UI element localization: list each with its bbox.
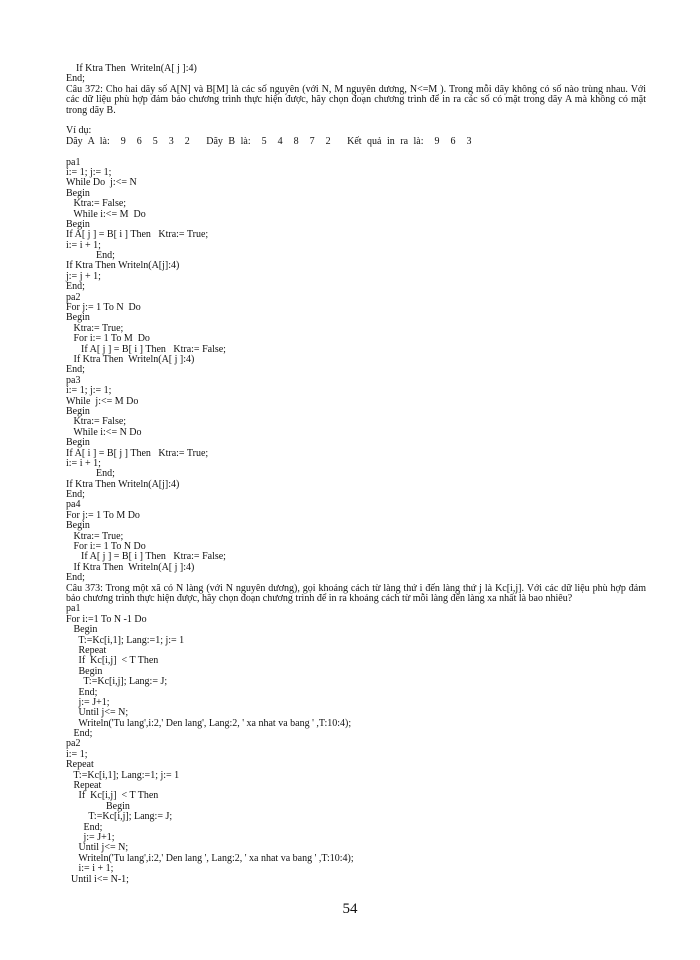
code-line: pa3 bbox=[66, 374, 81, 386]
code-block-372 bbox=[66, 158, 646, 584]
code-line: i:= 1; bbox=[66, 748, 88, 760]
code-line: Until j<= N; bbox=[66, 842, 129, 854]
code-line: Begin bbox=[66, 312, 90, 324]
code-line: pa4 bbox=[66, 499, 81, 511]
code-line: pa2 bbox=[66, 738, 81, 750]
code-line: j:= J+1; bbox=[66, 696, 110, 708]
question-label: Câu 373: bbox=[66, 582, 103, 594]
code-line: T:=Kc[i,j]; Lang:= J; bbox=[66, 676, 168, 688]
code-line: Repeat bbox=[66, 644, 107, 656]
code-line: Until i<= N-1; bbox=[66, 873, 129, 885]
code-line: Begin bbox=[66, 665, 103, 677]
code-line: End; bbox=[66, 572, 85, 584]
code-line: If A[ j ] = B[ i ] Then Ktra:= True; bbox=[66, 229, 209, 241]
code-line: For j:= 1 To N Do bbox=[66, 302, 141, 314]
code-line: While i:<= M Do bbox=[66, 208, 146, 220]
page-number: 54 bbox=[342, 901, 358, 917]
code-line: i:= i + 1; bbox=[66, 239, 101, 251]
question-text: Trong một xã có N làng (với N nguyên dương), gọi khoảng cách từ làng thứ i đến làng thứ j là Kc[i,j]. Với các dữ liệu phù hợp đảm bảo chương trình thực hiện được, hãy chọn đoạn chương trình để in ra khoảng cách từ mỗi làng đến làng xa nhất là bao nhiêu? bbox=[66, 582, 647, 604]
code-line: For i:= 1 To M Do bbox=[66, 333, 150, 345]
code-line: If Ktra Then Writeln(A[j]:4) bbox=[66, 260, 180, 272]
code-line: pa1 bbox=[66, 156, 81, 168]
code-line: j:= j + 1; bbox=[66, 270, 101, 282]
code-line: End; bbox=[66, 281, 85, 293]
code-line: Writeln('Tu lang',i:2,' Den lang', Lang:2, ' xa nhat va bang ' ,T:10:4); bbox=[66, 717, 352, 729]
code-line: Ktra:= False; bbox=[66, 416, 127, 428]
code-line: i:= 1; j:= 1; bbox=[66, 385, 112, 397]
code-line: Begin bbox=[66, 405, 90, 417]
code-line: Begin bbox=[66, 218, 90, 230]
code-line: i:= i + 1; bbox=[66, 863, 114, 875]
code-line: Repeat bbox=[66, 759, 94, 771]
question-label: Câu 372: bbox=[66, 83, 103, 95]
code-line: T:=Kc[i,1]; Lang:=1; j:= 1 bbox=[66, 769, 180, 781]
code-line: Ktra:= False; bbox=[66, 198, 127, 210]
code-line: For j:= 1 To M Do bbox=[66, 509, 140, 521]
code-line: For i:=1 To N -1 Do bbox=[66, 613, 147, 625]
code-line: While Do j:<= N bbox=[66, 177, 137, 189]
code-line: Begin bbox=[66, 520, 90, 532]
code-line: If Kc[i,j] < T Then bbox=[66, 655, 159, 667]
code-line: While j:<= M Do bbox=[66, 395, 139, 407]
code-block-373 bbox=[66, 604, 646, 885]
code-line: j:= J+1; bbox=[66, 831, 115, 843]
code-line: If Ktra Then Writeln(A[ j ]:4) bbox=[66, 561, 195, 573]
code-line: End; bbox=[66, 364, 85, 376]
code-line: Repeat bbox=[66, 780, 102, 792]
code-line: End; bbox=[66, 728, 93, 740]
code-line: Writeln('Tu lang',i:2,' Den lang ', Lang:2, ' xa nhat va bang ' ,T:10:4); bbox=[66, 852, 354, 864]
code-line: pa2 bbox=[66, 291, 81, 303]
question-373 bbox=[66, 584, 646, 605]
code-line: i:= 1; j:= 1; bbox=[66, 166, 112, 178]
code-line: Begin bbox=[66, 624, 98, 636]
code-line: If Kc[i,j] < T Then bbox=[66, 790, 159, 802]
code-line: End; bbox=[66, 686, 98, 698]
question-372 bbox=[66, 85, 646, 116]
code-line: If A[ j ] = B[ i ] Then Ktra:= False; bbox=[66, 343, 226, 355]
code-line: If A[ j ] = B[ i ] Then Ktra:= False; bbox=[66, 551, 226, 563]
page-content bbox=[66, 64, 646, 885]
code-line: If Ktra Then Writeln(A[ j ]:4) bbox=[66, 353, 195, 365]
code-line: For i:= 1 To N Do bbox=[66, 541, 146, 553]
code-line: T:=Kc[i,j]; Lang:= J; bbox=[66, 811, 173, 823]
code-line: T:=Kc[i,1]; Lang:=1; j:= 1 bbox=[66, 634, 185, 646]
code-line: Until j<= N; bbox=[66, 707, 129, 719]
example-label: Ví dụ: bbox=[66, 125, 92, 137]
code-line: While i:<= N Do bbox=[66, 426, 142, 438]
code-line: If Ktra Then Writeln(A[j]:4) bbox=[66, 478, 180, 490]
code-line: If A[ i ] = B[ j ] Then Ktra:= True; bbox=[66, 447, 209, 459]
code-fragment-top bbox=[66, 64, 646, 85]
code-line: End; bbox=[66, 73, 85, 85]
code-line: If Ktra Then Writeln(A[ j ]:4) bbox=[66, 63, 197, 74]
code-line: Ktra:= True; bbox=[66, 530, 124, 542]
code-line: End; bbox=[66, 821, 103, 833]
code-line: Ktra:= True; bbox=[66, 322, 124, 334]
question-text: Cho hai dãy số A[N] và B[M] là các số nguyên (với N, M nguyên dương, N<=M ). Trong mỗi dãy không có số nào trùng nhau. Với các dữ liệu phù hợp đảm bảo chương trình thực hiện được, hãy chọn đoạn chương trình để in ra các số có mặt trong dãy A mà không có mặt trong dãy B. bbox=[66, 83, 647, 116]
code-line: End; bbox=[66, 250, 115, 262]
code-line: Begin bbox=[66, 800, 130, 812]
code-line: End; bbox=[66, 468, 115, 480]
code-line: Begin bbox=[66, 437, 90, 449]
code-line: End; bbox=[66, 489, 85, 501]
example-line: Dãy A là: 9 6 5 3 2 Dãy B là: 5 4 8 7 2 Kết quả in ra là: 9 6 3 bbox=[66, 135, 472, 147]
code-line: Begin bbox=[66, 187, 90, 199]
code-line: pa1 bbox=[66, 603, 81, 615]
code-line: i:= i + 1; bbox=[66, 457, 101, 469]
